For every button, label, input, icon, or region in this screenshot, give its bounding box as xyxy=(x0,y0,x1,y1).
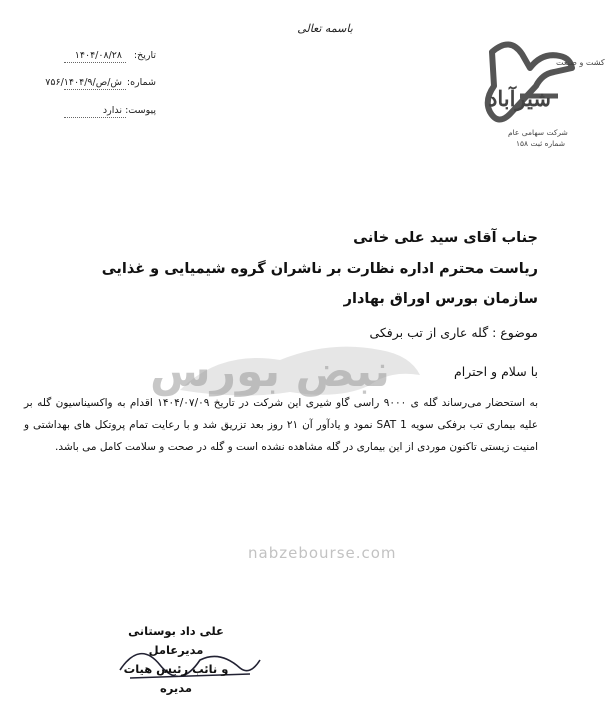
watermark-text: نبض بورس xyxy=(150,346,390,397)
addressee-title: ریاست محترم اداره نظارت بر ناشران گروه شیمیایی و غذایی سازمان بورس اوراق بهادار xyxy=(101,261,538,307)
logo-sub-line1: شرکت سهامی عام xyxy=(508,128,568,137)
logo-wordmark: شیرآباد xyxy=(488,86,551,111)
signer-block xyxy=(116,622,236,698)
logo-company-top: کشت و صنعت xyxy=(556,58,605,67)
addressee-name: جناب آقای سید علی خانی xyxy=(353,230,538,246)
attachment-value: ندارد xyxy=(102,105,122,116)
attachment-dotted-line xyxy=(64,117,126,118)
number-label: شماره: xyxy=(126,77,156,88)
basmeh-heading: باسمه تعالی xyxy=(297,22,353,35)
signer-role1: مدیرعامل xyxy=(148,643,204,657)
attachment-label: پیوست: xyxy=(125,105,156,116)
number-value: ۷۵۶/ش/ص/۱۴۰۴/۹ xyxy=(45,77,122,88)
greeting-line: با سلام و احترام xyxy=(454,364,538,379)
logo-sub-line2: شماره ثبت ۱۵۸ xyxy=(516,139,566,148)
letter-body: به استحضار می‌رساند گله ی ۹۰۰۰ راسی گاو شیری این شرکت در تاریخ ۱۴۰۴/۰۷/۰۹ اقدام به واکسیناسیون گله بر علیه بیماری تب برفکی سویه SAT 1 نمود و یادآور آن ۲۱ روز بعد تزریق شد و با رعایت تمام پروتکل های بهداشتی و امنیت زیستی تاکنون موردی از این بیماری در گله مشاهده نشده است و گله در صحت و سلامت کامل می باشد. xyxy=(24,397,538,453)
date-value: ۱۴۰۴/۰۸/۲۸ xyxy=(74,50,122,61)
date-label: تاریخ: xyxy=(133,50,156,61)
subject-line: موضوع : گله عاری از تب برفکی xyxy=(369,325,538,340)
addressee-block xyxy=(68,228,538,314)
number-dotted-line xyxy=(64,89,126,90)
signer-name: علی داد بوستانی xyxy=(128,624,224,638)
date-dotted-line xyxy=(64,62,126,63)
signer-role2: و نائب رئیس هیات مدیره xyxy=(123,662,229,695)
watermark-url: nabzebourse.com xyxy=(248,544,397,562)
